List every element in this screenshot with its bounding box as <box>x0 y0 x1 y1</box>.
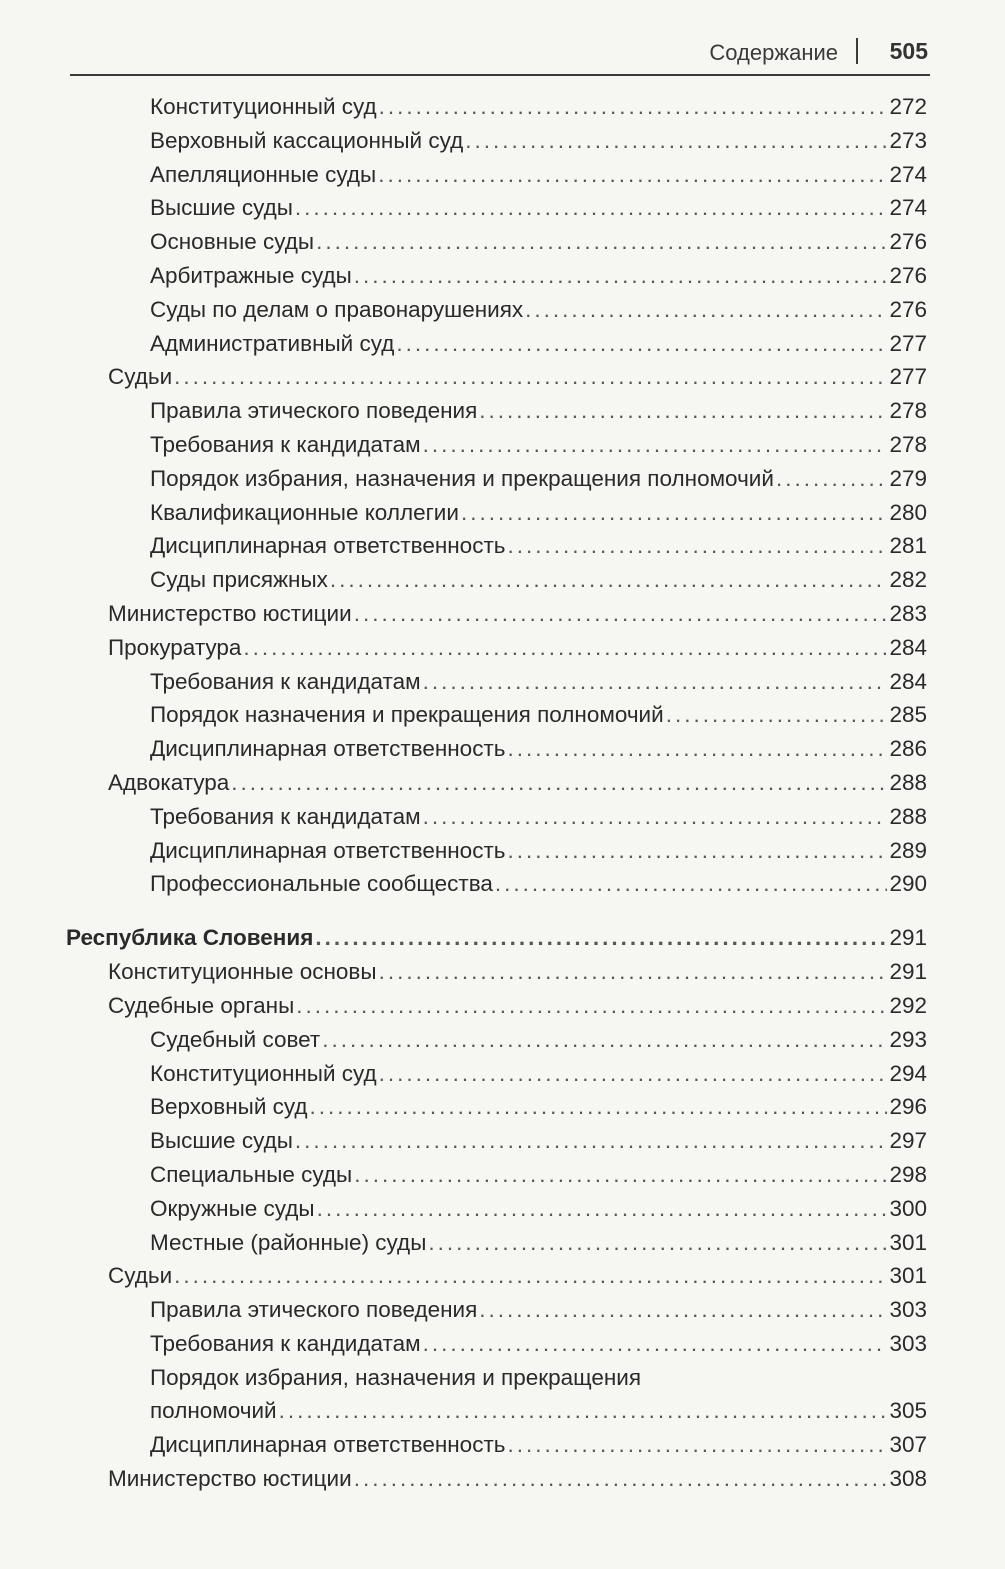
toc-entry <box>0 1057 927 1091</box>
toc-entry-page: 308 <box>889 1466 927 1492</box>
leader-dots <box>428 1226 887 1260</box>
toc-entry-page: 284 <box>889 634 927 660</box>
leader-dots <box>396 327 887 361</box>
leader-dots <box>423 1327 888 1361</box>
leader-dots <box>279 1394 888 1428</box>
toc-entry-title: Министерство юстиции <box>108 600 352 626</box>
toc-entry-title: Административный суд <box>150 330 395 356</box>
toc-entry-page: 276 <box>889 296 927 322</box>
leader-dots <box>666 698 888 732</box>
toc-entry <box>0 462 927 496</box>
toc-entry <box>0 834 927 868</box>
leader-dots <box>243 631 887 665</box>
toc-entry-title: Конституционные основы <box>108 959 377 985</box>
leader-dots <box>379 90 888 124</box>
leader-dots <box>379 955 888 989</box>
toc-entry-title: Верховный суд <box>150 1094 308 1120</box>
toc-entry <box>0 124 927 158</box>
leader-dots <box>174 1259 887 1293</box>
toc-entry <box>0 158 927 192</box>
leader-dots <box>322 1023 887 1057</box>
toc-entry <box>0 191 927 225</box>
leader-dots <box>315 921 887 955</box>
leader-dots <box>354 1158 887 1192</box>
toc-entry-title: Требования к кандидатам <box>150 803 421 829</box>
toc-entry-page: 279 <box>889 465 927 491</box>
toc-entry-title: Требования к кандидатам <box>150 668 421 694</box>
toc-entry-title: Судьи <box>108 364 173 390</box>
toc-chapter-title: Республика Словения <box>66 925 314 951</box>
running-header <box>70 34 930 76</box>
toc-entry-page: 291 <box>889 959 927 985</box>
toc-entry-title: полномочий <box>150 1398 277 1424</box>
toc-entry-title: Высшие суды <box>150 195 293 221</box>
toc-entry-page: 272 <box>889 94 927 119</box>
toc-entry-title: Судьи <box>108 1263 173 1289</box>
toc-entry-title: Конституционный суд <box>150 94 377 119</box>
leader-dots <box>461 496 888 530</box>
leader-dots <box>354 259 888 293</box>
toc-entry <box>0 428 927 462</box>
toc-entry-page: 274 <box>889 161 927 187</box>
toc-entry <box>0 1259 927 1293</box>
toc-entry-page: 294 <box>889 1060 927 1086</box>
leader-dots <box>507 732 887 766</box>
toc-entry <box>0 698 927 732</box>
leader-dots <box>330 563 888 597</box>
leader-dots <box>316 225 887 259</box>
toc-entry-page: 305 <box>889 1398 927 1424</box>
toc-entry-page: 277 <box>889 330 927 356</box>
header-divider <box>856 38 858 64</box>
toc-entry <box>0 1226 927 1260</box>
toc-entry-page: 288 <box>889 769 927 795</box>
toc-entry-title: Суды присяжных <box>150 567 328 593</box>
page-number: 505 <box>889 38 928 64</box>
leader-dots <box>231 766 887 800</box>
toc-entry-page: 274 <box>889 195 927 221</box>
leader-dots <box>295 1124 888 1158</box>
toc-entry-page: 278 <box>889 431 927 457</box>
leader-dots <box>379 1057 888 1091</box>
toc-entry-page: 301 <box>889 1263 927 1289</box>
toc-entry-title: Порядок назначения и прекращения полномочий <box>150 702 664 728</box>
toc-entry <box>0 529 927 563</box>
toc-entry <box>0 1158 927 1192</box>
toc-entry <box>0 225 927 259</box>
toc-entry-title: Суды по делам о правонарушениях <box>150 296 524 322</box>
leader-dots <box>525 293 887 327</box>
leader-dots <box>423 800 888 834</box>
leader-dots <box>507 1428 887 1462</box>
leader-dots <box>507 529 887 563</box>
toc-entry <box>0 631 927 665</box>
toc-entry-page: 301 <box>889 1229 927 1255</box>
leader-dots <box>776 462 888 496</box>
toc-entry-page: 288 <box>889 803 927 829</box>
leader-dots <box>507 834 887 868</box>
toc-entry-title: Прокуратура <box>108 634 242 660</box>
toc-entry <box>0 327 927 361</box>
toc-entry-title: Высшие суды <box>150 1128 293 1154</box>
leader-dots <box>310 1090 888 1124</box>
toc-entry-page: 289 <box>889 837 927 863</box>
toc-entry <box>0 496 927 530</box>
leader-dots <box>317 1192 888 1226</box>
toc-entry <box>0 394 927 428</box>
toc-entry-title: Основные суды <box>150 229 315 255</box>
leader-dots <box>479 394 887 428</box>
toc-entry-title: Дисциплинарная ответственность <box>150 837 506 863</box>
toc-entry-page: 292 <box>889 992 927 1018</box>
toc-entry-title: Министерство юстиции <box>108 1466 352 1492</box>
toc-entry-page: 298 <box>889 1161 927 1187</box>
toc-entry-page: 286 <box>889 736 927 762</box>
toc-entry <box>0 800 927 834</box>
toc-entry-page: 276 <box>889 262 927 288</box>
toc-entry <box>0 259 927 293</box>
toc-entry-page: 290 <box>889 871 927 897</box>
toc-entry <box>0 1124 927 1158</box>
leader-dots <box>423 665 888 699</box>
toc-entry <box>0 867 927 901</box>
toc-entry-page: 300 <box>889 1195 927 1221</box>
toc-entry <box>0 665 927 699</box>
leader-dots <box>354 597 888 631</box>
toc-entry <box>0 955 927 989</box>
toc-entry <box>0 766 927 800</box>
toc-entry-title: Дисциплинарная ответственность <box>150 1432 506 1458</box>
toc-entry-page: 276 <box>889 229 927 255</box>
toc-entry-title: Требования к кандидатам <box>150 431 421 457</box>
toc-entry-title: Порядок избрания, назначения и прекращения полномочий <box>150 465 774 491</box>
toc-entry <box>0 1192 927 1226</box>
toc-entry <box>0 1327 927 1361</box>
toc-entry-title: Правила этического поведения <box>150 1297 478 1323</box>
toc-entry-title: Дисциплинарная ответственность <box>150 736 506 762</box>
leader-dots <box>354 1462 888 1496</box>
toc-entry-title: Требования к кандидатам <box>150 1330 421 1356</box>
leader-dots <box>495 867 888 901</box>
toc-entry-title: Апелляционные суды <box>150 161 377 187</box>
toc-entry-title: Профессиональные сообщества <box>150 871 493 897</box>
toc-entry <box>0 360 927 394</box>
toc-entry-page: 280 <box>889 499 927 525</box>
toc-entry-page: 296 <box>889 1094 927 1120</box>
toc-entry-title-line1: Порядок избрания, назначения и прекращения <box>150 1364 642 1390</box>
toc-entry-title: Судебные органы <box>108 992 295 1018</box>
toc-entry-page: 291 <box>889 925 927 951</box>
toc-entry <box>0 563 927 597</box>
toc-entry-title: Судебный совет <box>150 1026 321 1052</box>
toc-entry <box>0 293 927 327</box>
toc-entry-page: 277 <box>889 364 927 390</box>
toc-entry-page: 282 <box>889 567 927 593</box>
table-of-contents <box>0 90 1005 1496</box>
toc-entry-page: 307 <box>889 1432 927 1458</box>
toc-entry <box>0 90 927 124</box>
toc-entry-page: 278 <box>889 398 927 424</box>
toc-entry-title: Дисциплинарная ответственность <box>150 533 506 559</box>
toc-entry-title: Окружные суды <box>150 1195 315 1221</box>
toc-entry-page: 284 <box>889 668 927 694</box>
leader-dots <box>423 428 888 462</box>
toc-entry-title: Квалификационные коллегии <box>150 499 459 525</box>
toc-entry <box>0 1023 927 1057</box>
toc-entry <box>0 1090 927 1124</box>
toc-entry-title: Правила этического поведения <box>150 398 478 424</box>
leader-dots <box>174 360 887 394</box>
toc-entry-title: Конституционный суд <box>150 1060 377 1086</box>
toc-entry-title: Специальные суды <box>150 1161 353 1187</box>
leader-dots <box>295 191 888 225</box>
toc-entry-title: Адвокатура <box>108 769 230 795</box>
leader-dots <box>479 1293 887 1327</box>
toc-entry <box>0 1428 927 1462</box>
toc-entry <box>0 1394 927 1428</box>
leader-dots <box>296 989 887 1023</box>
toc-entry-page: 303 <box>889 1330 927 1356</box>
toc-entry-page: 273 <box>889 127 927 153</box>
toc-entry-page: 285 <box>889 702 927 728</box>
toc-entry-page: 293 <box>889 1026 927 1052</box>
toc-entry-page: 297 <box>889 1128 927 1154</box>
leader-dots <box>378 158 887 192</box>
toc-entry-title: Местные (районные) суды <box>150 1229 427 1255</box>
toc-entry-page: 283 <box>889 600 927 626</box>
toc-entry <box>0 1462 927 1496</box>
toc-chapter-entry <box>0 919 927 955</box>
toc-entry-title: Верховный кассационный суд <box>150 127 464 153</box>
toc-entry-page: 303 <box>889 1297 927 1323</box>
toc-entry <box>0 1293 927 1327</box>
toc-entry-title: Арбитражные суды <box>150 262 352 288</box>
toc-entry <box>0 732 927 766</box>
toc-entry <box>0 989 927 1023</box>
leader-dots <box>465 124 887 158</box>
toc-entry <box>0 597 927 631</box>
toc-entry-page: 281 <box>889 533 927 559</box>
header-title: Содержание <box>709 40 838 65</box>
